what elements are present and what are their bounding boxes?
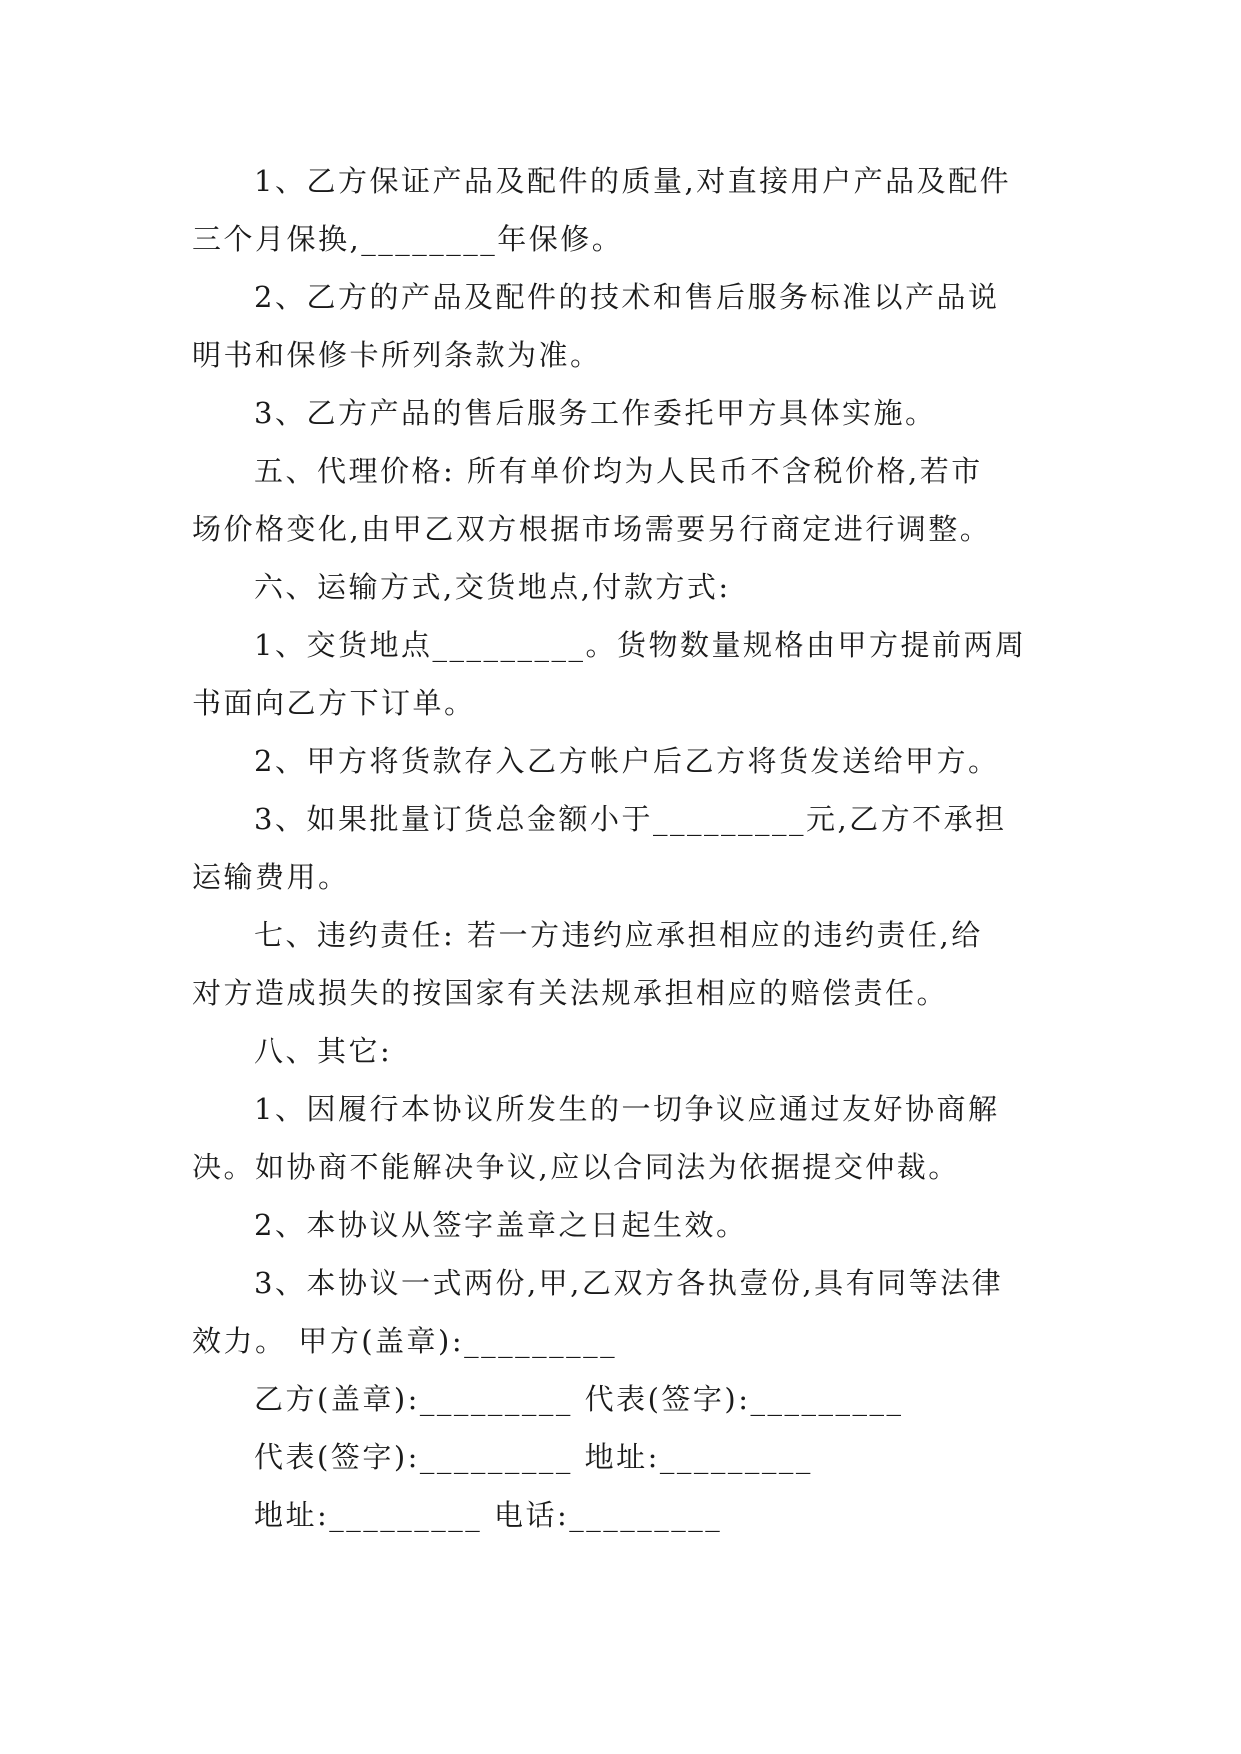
text-line: 书面向乙方下订单。 [192, 686, 476, 720]
section-heading-other: 八、其它: [254, 1034, 393, 1068]
signature-line-address-phone: 地址:_________ 电话:_________ [254, 1498, 723, 1532]
signature-line-representative: 代表(签字):_________ 地址:_________ [254, 1440, 813, 1474]
text-line: 2、甲方将货款存入乙方帐户后乙方将货发送给甲方。 [254, 744, 1000, 778]
text-line: 3、乙方产品的售后服务工作委托甲方具体实施。 [254, 396, 937, 430]
section-heading-liability: 七、违约责任: 若一方违约应承担相应的违约责任,给 [254, 918, 983, 952]
text-line: 决。如协商不能解决争议,应以合同法为依据提交仲裁。 [192, 1150, 960, 1184]
document-body [192, 152, 1052, 1544]
signature-line-party-b: 乙方(盖章):_________ 代表(签字):_________ [254, 1382, 904, 1416]
text-line: 三个月保换,________年保修。 [192, 222, 624, 256]
text-line: 运输费用。 [192, 860, 350, 894]
section-heading-transport: 六、运输方式,交货地点,付款方式: [254, 570, 731, 604]
text-line: 1、交货地点_________。货物数量规格由甲方提前两周 [254, 628, 1027, 662]
text-line: 3、本协议一式两份,甲,乙双方各执壹份,具有同等法律 [254, 1266, 1004, 1300]
text-line: 3、如果批量订货总金额小于_________元,乙方不承担 [254, 802, 1007, 836]
text-line: 2、乙方的产品及配件的技术和售后服务标准以产品说 [254, 280, 1000, 314]
text-line: 对方造成损失的按国家有关法规承担相应的赔偿责任。 [192, 976, 949, 1010]
text-line: 2、本协议从签字盖章之日起生效。 [254, 1208, 748, 1242]
signature-line-party-a: 效力。 甲方(盖章):_________ [192, 1324, 618, 1358]
text-line: 1、因履行本协议所发生的一切争议应通过友好协商解 [254, 1092, 1000, 1126]
text-line: 1、乙方保证产品及配件的质量,对直接用户产品及配件 [254, 164, 1012, 198]
text-line: 场价格变化,由甲乙双方根据市场需要另行商定进行调整。 [192, 512, 992, 546]
section-heading-pricing: 五、代理价格: 所有单价均为人民币不含税价格,若市 [254, 454, 983, 488]
text-line: 明书和保修卡所列条款为准。 [192, 338, 602, 372]
